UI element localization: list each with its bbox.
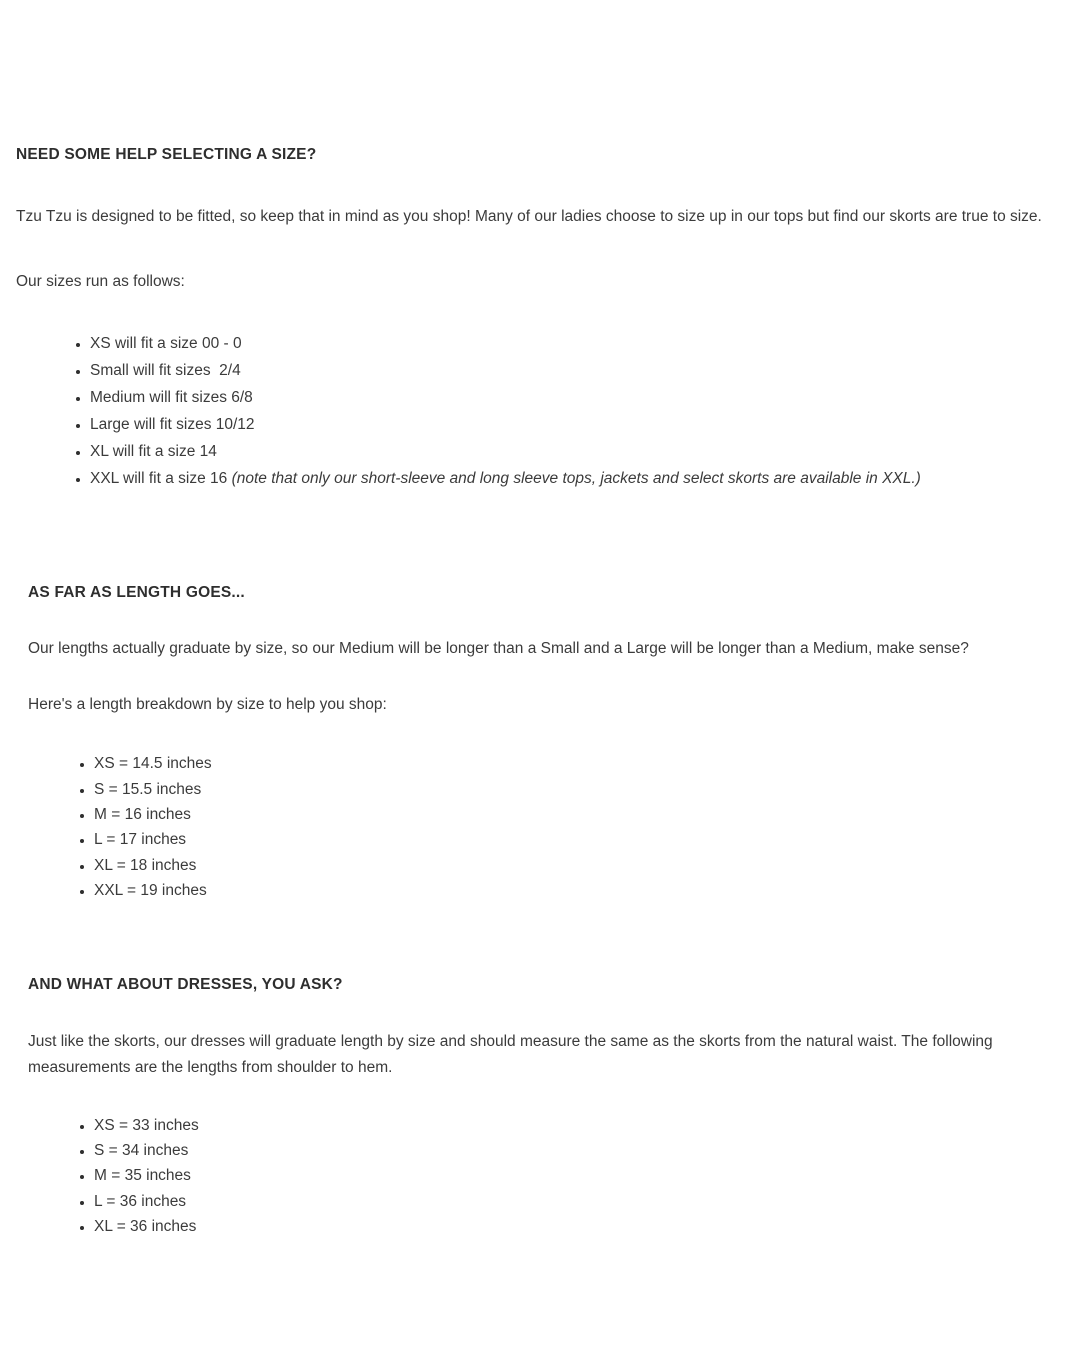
section-size-fit [16,146,1070,492]
section-dresses [28,976,1070,1240]
list-item-text: XL = 36 inches [94,1218,197,1236]
list-item-text: XXL will fit a size 16 [90,470,232,488]
section-heading-length: AS FAR AS LENGTH GOES... [28,584,245,602]
length-list-intro: Here's a length breakdown by size to help you shop: [28,696,387,714]
list-item [90,330,1070,357]
list-item-text: XS = 33 inches [94,1116,199,1134]
list-item [94,878,1070,903]
list-item-text: S = 34 inches [94,1141,189,1159]
list-item-text: M = 16 inches [94,805,191,823]
list-item [90,465,1070,492]
list-item [94,853,1070,878]
list-item [90,384,1070,411]
list-item-note: (note that only our short-sleeve and long sleeve tops, jackets and select skorts are available in XXL.) [231,470,921,488]
list-item-text: Medium will fit sizes 6/8 [90,389,253,407]
list-item-text: L = 17 inches [94,831,187,849]
size-fit-list-intro: Our sizes run as follows: [16,273,185,291]
list-item [94,777,1070,802]
section-heading-dresses: AND WHAT ABOUT DRESSES, YOU ASK? [28,975,343,993]
size-fit-intro-paragraph: Tzu Tzu is designed to be fitted, so keep that in mind as you shop! Many of our ladies choose to size up in our tops but find our skorts are true to size. [16,208,1042,226]
list-item [90,357,1070,384]
list-item [94,1163,1070,1188]
list-item-text: M = 35 inches [94,1167,191,1185]
dresses-intro-paragraph: Just like the skorts, our dresses will graduate length by size and should measure the same as the skorts from the natural waist. The following measurements are the lengths from shoulder to hem. [28,1032,993,1076]
list-item-text: L = 36 inches [94,1192,187,1210]
section-length [28,584,1070,903]
list-item-text: XL will fit a size 14 [90,443,217,461]
list-item [94,827,1070,852]
list-item [90,438,1070,465]
length-intro-paragraph: Our lengths actually graduate by size, so our Medium will be longer than a Small and a Large will be longer than a Medium, make sense? [28,640,969,658]
dresses-list [28,1113,1070,1240]
list-item-text: XL = 18 inches [94,856,197,874]
list-item [94,751,1070,776]
list-item-text: S = 15.5 inches [94,780,202,798]
list-item-text: XXL = 19 inches [94,882,207,900]
list-item [94,1138,1070,1163]
length-list [28,751,1070,903]
size-fit-list [16,330,1070,492]
list-item-text: XS = 14.5 inches [94,755,212,773]
list-item [94,1113,1070,1138]
section-heading-size-fit: NEED SOME HELP SELECTING A SIZE? [16,146,317,163]
list-item [94,1214,1070,1239]
list-item-text: Large will fit sizes 10/12 [90,416,255,434]
list-item-text: Small will fit sizes 2/4 [90,362,241,380]
list-item [94,1189,1070,1214]
list-item [90,411,1070,438]
list-item-text: XS will fit a size 00 - 0 [90,335,242,353]
list-item [94,802,1070,827]
